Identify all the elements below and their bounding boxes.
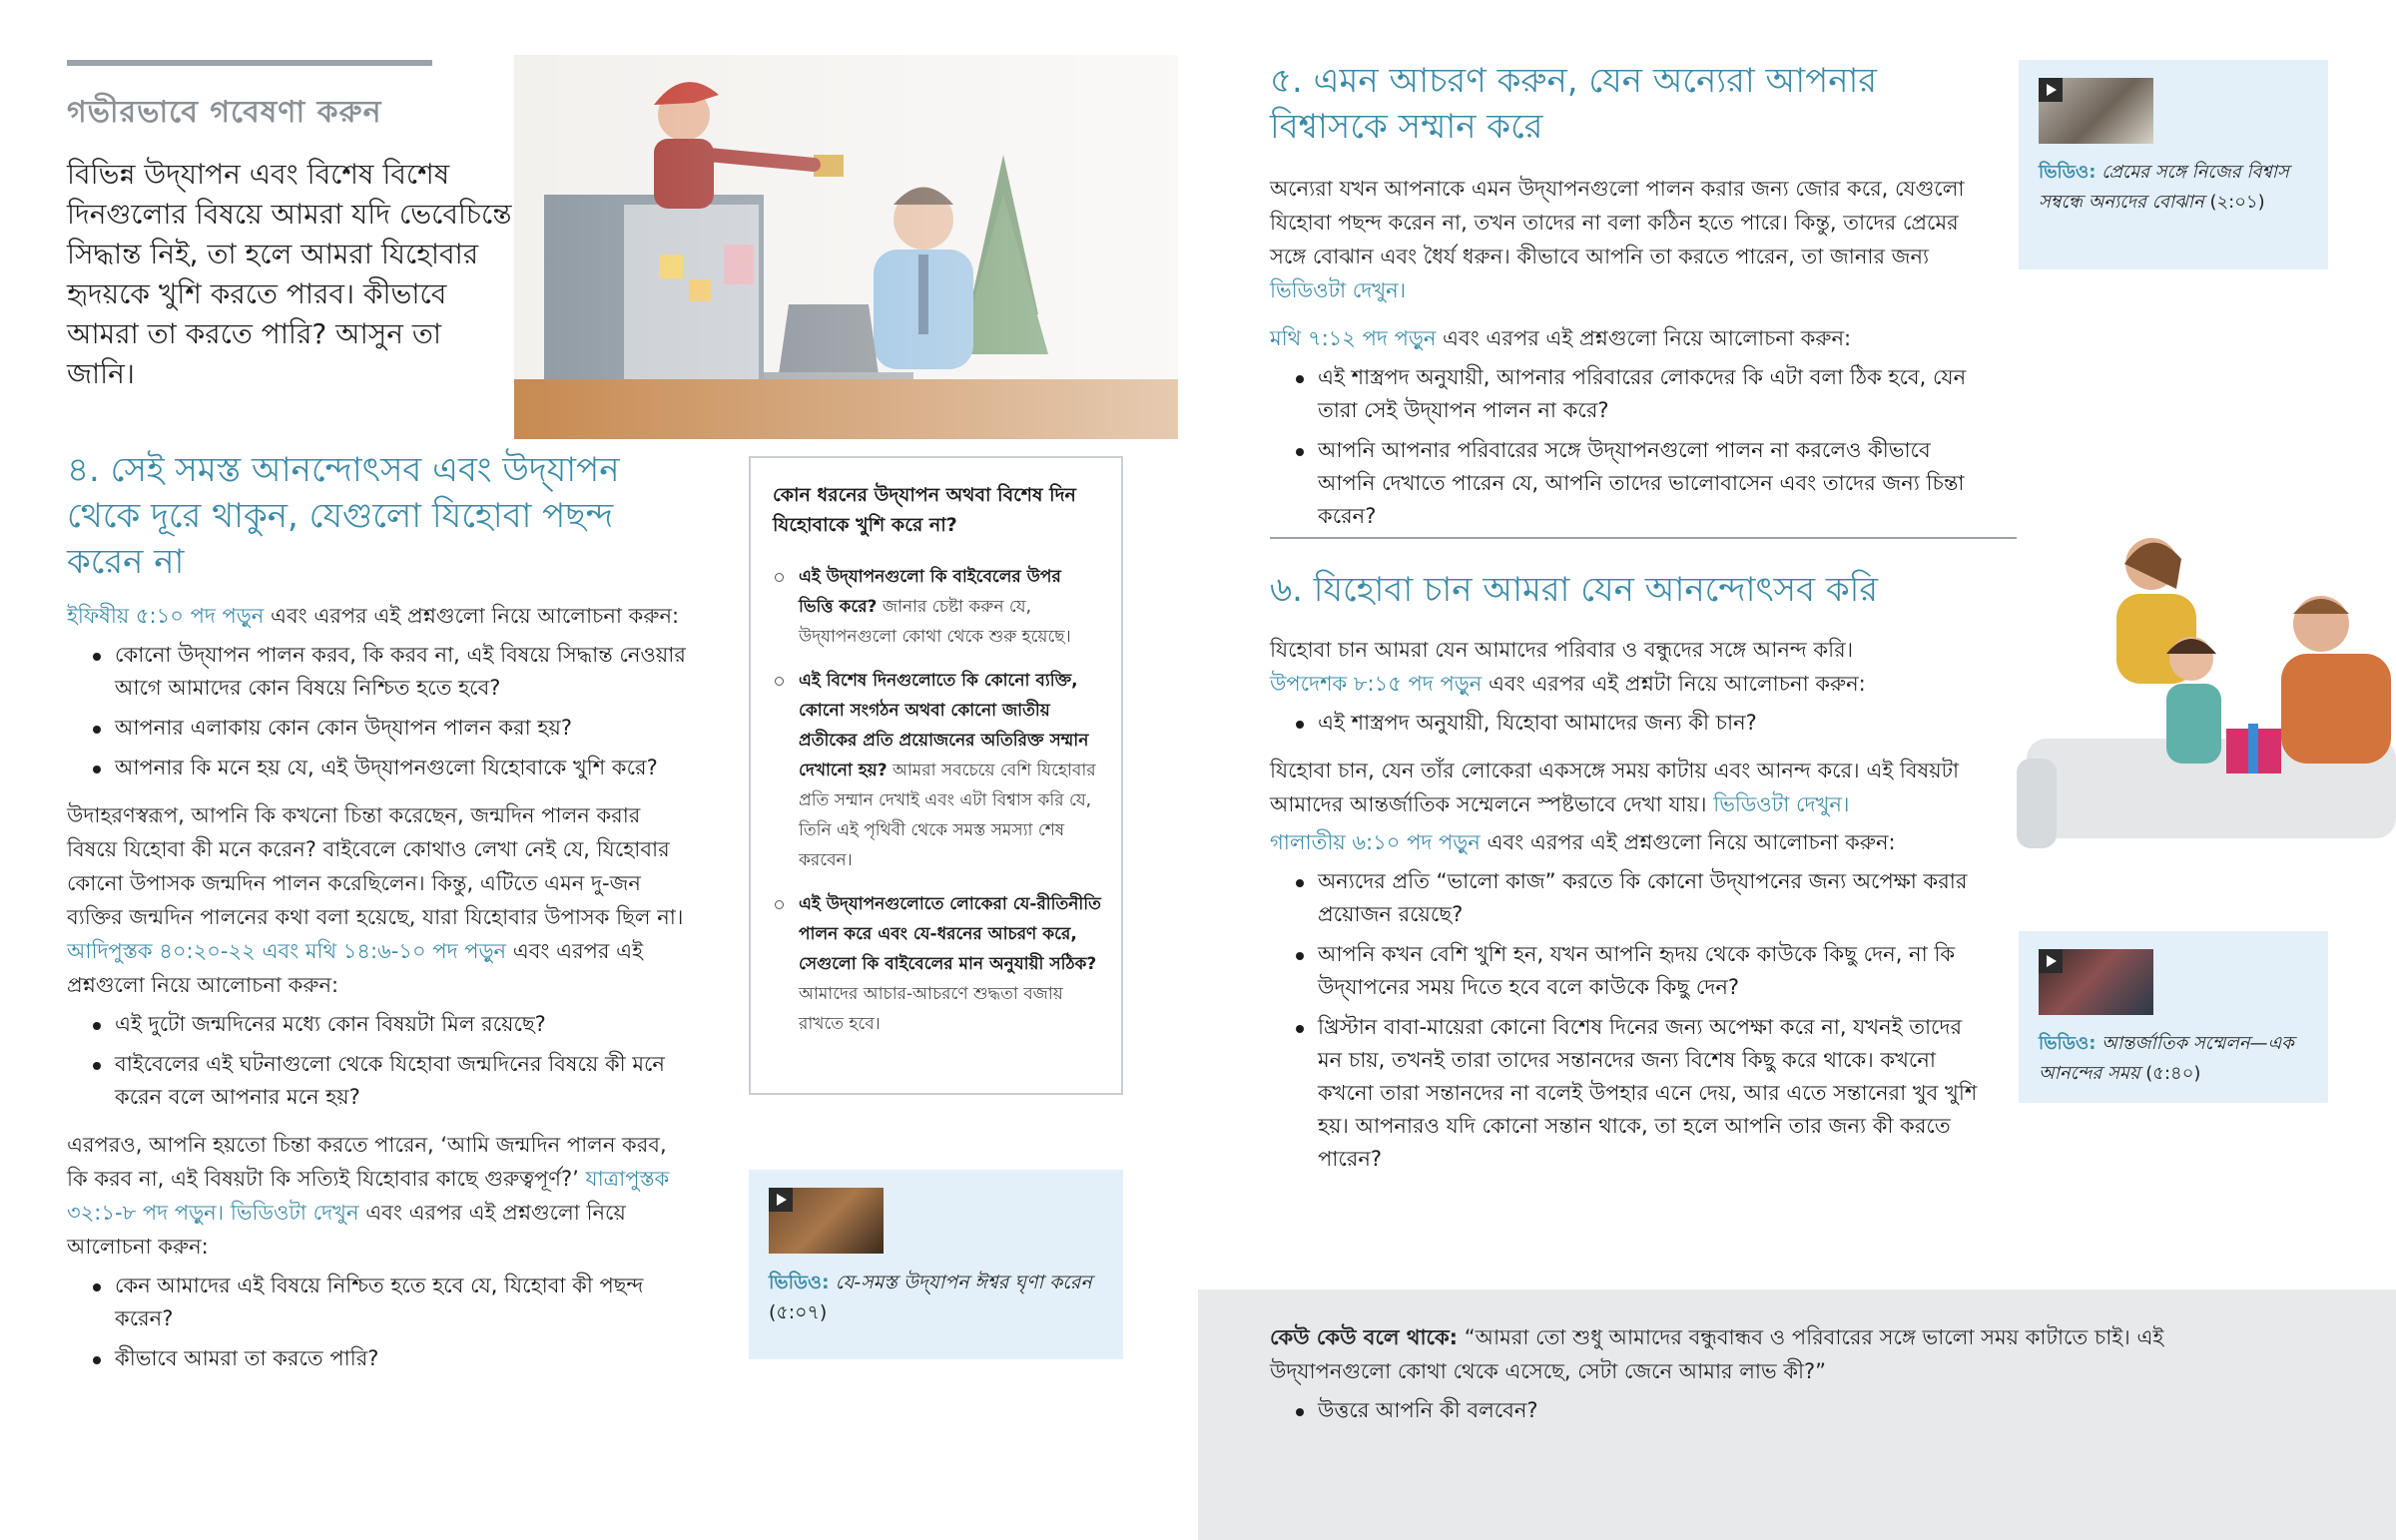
section-5-paragraph: অন্যেরা যখন আপনাকে এমন উদ্‌যাপনগুলো পালন করার জন্য জোর করে, যেগুলো যিহোবা পছন্দ করেন না, তখন তাদের না বলা কঠিন হতে পারে। কিন্তু, তাদের প্রেমের সঙ্গে বোঝান এবং ধৈর্য ধরুন। কীভাবে আপনি তা করতে পারেন, তা জানার জন্য ভিডিওটা দেখুন।	[1270, 177, 1965, 302]
genesis-matthew-link[interactable]: আদিপুস্তক ৪০:২০-২২ এবং মথি ১৪:৬-১০ পদ পড়ুন	[67, 939, 507, 963]
section-5	[1270, 58, 1989, 540]
list-item: বাইবেলের এই ঘটনাগুলো থেকে যিহোবা জন্মদিনের বিষয়ে কী মনে করেন বলে আপনার মনে হয়?	[115, 1048, 686, 1114]
list-item: এই দুটো জন্মদিনের মধ্যে কোন বিষয়টা মিল রয়েছে?	[115, 1008, 686, 1041]
list-item: আপনি কখন বেশি খুশি হন, যখন আপনি হৃদয় থেকে কাউকে কিছু দেন, না কি উদ্‌যাপনের সময় দিতে হবে বলে কাউকে কিছু দেন?	[1318, 938, 1989, 1004]
some-say-quote: কেউ কেউ বলে থাকে: “আমরা তো শুধু আমাদের বন্ধুবান্ধব ও পরিবারের সঙ্গে ভালো সময় কাটাতে চাই। এই উদ্‌যাপনগুলো কোথা থেকে এসেছে, সেটা জেনে আমার লাভ কী?”	[1270, 1325, 2164, 1383]
list-item: উত্তরে আপনি কী বলবেন?	[1318, 1394, 2268, 1427]
list-item: আপনার কি মনে হয় যে, এই উদ্‌যাপনগুলো যিহোবাকে খুশি করে?	[115, 752, 686, 784]
some-say-content	[1270, 1320, 2268, 1434]
section-6-title: ৬. যিহোবা চান আমরা যেন আনন্দোৎসব করি	[1270, 570, 1879, 610]
section-6-paragraph-2: যিহোবা চান, যেন তাঁর লোকেরা একসঙ্গে সময় কাটায় এবং আনন্দ করে। এই বিষয়টা আমাদের আন্তর্জাতিক সম্মেলনে স্পষ্টভাবে দেখা যায়। ভিডিওটা দেখুন।	[1270, 759, 1960, 816]
video-card-explain-beliefs[interactable]	[2019, 60, 2328, 269]
watch-video-link[interactable]: ভিডিওটা দেখুন	[230, 1201, 359, 1225]
play-icon[interactable]	[2039, 949, 2063, 973]
section-4-title: ৪. সেই সমস্ত আনন্দোৎসব এবং উদ্‌যাপন থেকে দূরে থাকুন, যেগুলো যিহোবা পছন্দ করেন না	[67, 450, 620, 582]
list-item: কেন আমাদের এই বিষয়ে নিশ্চিত হতে হবে যে, যিহোবা কী পছন্দ করেন?	[115, 1270, 686, 1335]
list-item: এই উদ্‌যাপনগুলো কি বাইবেলের উপর ভিত্তি করে? জানার চেষ্টা করুন যে, উদ্‌যাপনগুলো কোথা থেকে শুরু হয়েছে।	[799, 562, 1101, 652]
section-6-question	[1270, 707, 1989, 740]
list-item: এই শাস্ত্রপদ অনুযায়ী, যিহোবা আমাদের জন্য কী চান?	[1318, 707, 1989, 740]
list-item: আপনি আপনার পরিবারের সঙ্গে উদ্‌যাপনগুলো পালন না করলেও কীভাবে আপনি দেখাতে পারেন যে, আপনি তাদের ভালোবাসেন এবং তাদের জন্য চিন্তা করেন?	[1318, 434, 1989, 533]
section-6-questions	[1270, 865, 1989, 1176]
watch-video-link[interactable]: ভিডিওটা দেখুন।	[1270, 278, 1407, 302]
kicker-rule	[67, 60, 432, 66]
section-kicker: গভীরভাবে গবেষণা করুন	[67, 95, 382, 130]
section-6	[1270, 567, 1989, 1183]
office-gift-illustration	[514, 55, 1178, 439]
video-thumbnail[interactable]	[769, 1188, 884, 1254]
play-icon[interactable]	[2039, 78, 2063, 102]
birthday-questions	[67, 1008, 686, 1114]
birthday-paragraph: উদাহরণস্বরূপ, আপনি কি কখনো চিন্তা করেছেন, জন্মদিন পালন করার বিষয়ে যিহোবা কী মনে করেন? বাইবেলে কোথাও লেখা নেই যে, যিহোবার কোনো উপাসক জন্মদিন পালন করেছিলেন। কিন্তু, এটিতে এমন দু-জন ব্যক্তির জন্মদিন পালনের কথা বলা হয়েছে, যারা যিহোবার উপাসক ছিল না। আদিপুস্তক ৪০:২০-২২ এবং মথি ১৪:৬-১০ পদ পড়ুন এবং এরপর এই প্রশ্নগুলো নিয়ে আলোচনা করুন:	[67, 803, 684, 997]
exodus-questions	[67, 1270, 686, 1375]
ecclesiastes-8-15-link[interactable]: উপদেশক ৮:১৫ পদ পড়ুন	[1270, 672, 1483, 696]
section-4-questions	[67, 639, 686, 784]
section-5-questions	[1270, 361, 1989, 533]
list-item: কীভাবে আমরা তা করতে পারি?	[115, 1342, 686, 1375]
section-4	[67, 447, 686, 1382]
list-item: কোনো উদ্‌যাপন পালন করব, কি করব না, এই বিষয়ে সিদ্ধান্ত নেওয়ার আগে আমাদের কোন বিষয়ে নিশ্চিত হতে হবে?	[115, 639, 686, 705]
section-6-paragraph-1: যিহোবা চান আমরা যেন আমাদের পরিবার ও বন্ধুদের সঙ্গে আনন্দ করি।	[1270, 638, 1854, 662]
galatians-6-10-link[interactable]: গালাতীয় ৬:১০ পদ পড়ুন	[1270, 830, 1481, 854]
section-6-read-line-2: গালাতীয় ৬:১০ পদ পড়ুন এবং এরপর এই প্রশ্নগুলো নিয়ে আলোচনা করুন:	[1270, 830, 1896, 854]
section-5-title: ৫. এমন আচরণ করুন, যেন অন্যেরা আপনার বিশ্বাসকে সম্মান করে	[1270, 61, 1878, 147]
video-caption: ভিডিও: আন্তর্জাতিক সম্মেলন—এক আনন্দের সময় (৫:৪০)	[2039, 1033, 2294, 1084]
video-card-celebrations[interactable]	[749, 1170, 1123, 1359]
criteria-list	[773, 562, 1101, 1039]
video-card-convention[interactable]	[2019, 931, 2328, 1103]
matthew-7-12-link[interactable]: মথি ৭:১২ পদ পড়ুন	[1270, 326, 1437, 350]
exodus-32-link[interactable]: যাত্রাপুস্তক ৩২:১-৮ পদ পড়ুন।	[67, 1167, 670, 1225]
video-thumbnail[interactable]	[2039, 78, 2153, 144]
section-4-read-line: ইফিষীয় ৫:১০ পদ পড়ুন এবং এরপর এই প্রশ্নগুলো নিয়ে আলোচনা করুন:	[67, 604, 680, 628]
list-item: আপনার এলাকায় কোন কোন উদ্‌যাপন পালন করা হয়?	[115, 712, 686, 745]
video-thumbnail[interactable]	[2039, 949, 2153, 1015]
section-divider	[1270, 537, 2112, 539]
some-say-question	[1270, 1394, 2268, 1427]
ephesians-5-10-link[interactable]: ইফিষীয় ৫:১০ পদ পড়ুন	[67, 604, 265, 628]
list-item: এই শাস্ত্রপদ অনুযায়ী, আপনার পরিবারের লোকদের কি এটা বলা ঠিক হবে, যেন তারা সেই উদ্‌যাপন পালন না করে?	[1318, 361, 1989, 427]
section-6-read-line-1: উপদেশক ৮:১৫ পদ পড়ুন এবং এরপর এই প্রশ্নটা নিয়ে আলোচনা করুন:	[1270, 672, 1866, 696]
list-item: এই উদ্‌যাপনগুলোতে লোকেরা যে-রীতিনীতি পালন করে এবং যে-ধরনের আচরণ করে, সেগুলো কি বাইবেলের মান অনুযায়ী সঠিক? আমাদের আচার-আচরণে শুদ্ধতা বজায় রাখতে হবে।	[799, 889, 1101, 1039]
video-caption: ভিডিও: প্রেমের সঙ্গে নিজের বিশ্বাস সম্বন্ধে অন্যদের বোঝান (২:০১)	[2039, 162, 2289, 213]
exodus-paragraph: এরপরও, আপনি হয়তো চিন্তা করতে পারেন, ‘আমি জন্মদিন পালন করব, কি করব না, এই বিষয়টা কি সত্যিই যিহোবার কাছে গুরুত্বপূর্ণ?’ যাত্রাপুস্তক ৩২:১-৮ পদ পড়ুন। ভিডিওটা দেখুন এবং এরপর এই প্রশ্নগুলো নিয়ে আলোচনা করুন:	[67, 1133, 670, 1259]
box-question: কোন ধরনের উদ্‌যাপন অথবা বিশেষ দিন যিহোবাকে খুশি করে না?	[773, 484, 1076, 536]
list-item: খ্রিস্টান বাবা-মায়েরা কোনো বিশেষ দিনের জন্য অপেক্ষা করে না, যখনই তাদের মন চায়, তখনই তারা তাদের সন্তানদের জন্য বিশেষ কিছু করে থাকে। কখনো কখনো তারা সন্তানদের না বলেই উপহার এনে দেয়, আর এতে সন্তানেরা খুব খুশি হয়। আপনারও যদি কোনো সন্তান থাকে, তা হলে আপনি তার জন্য কী করতে পারেন?	[1318, 1011, 1989, 1176]
intro-paragraph: বিভিন্ন উদ্‌যাপন এবং বিশেষ বিশেষ দিনগুলোর বিষয়ে আমরা যদি ভেবেচিন্তে সিদ্ধান্ত নিই, তা হলে আমরা যিহোবার হৃদয়কে খুশি করতে পারব। কীভাবে আমরা তা করতে পারি? আসুন তা জানি।	[67, 158, 512, 390]
section-5-read-line: মথি ৭:১২ পদ পড়ুন এবং এরপর এই প্রশ্নগুলো নিয়ে আলোচনা করুন:	[1270, 326, 1852, 350]
family-gift-illustration	[2017, 519, 2396, 873]
list-item: অন্যদের প্রতি “ভালো কাজ” করতে কি কোনো উদ্‌যাপনের জন্য অপেক্ষা করার প্রয়োজন রয়েছে?	[1318, 865, 1989, 931]
video-caption: ভিডিও: যে-সমস্ত উদ্‌যাপন ঈশ্বর ঘৃণা করেন (৫:০৭)	[769, 1272, 1092, 1323]
celebration-criteria-box	[749, 456, 1123, 1095]
watch-video-link[interactable]: ভিডিওটা দেখুন।	[1713, 792, 1850, 816]
play-icon[interactable]	[769, 1188, 793, 1212]
list-item: এই বিশেষ দিনগুলোতে কি কোনো ব্যক্তি, কোনো সংগঠন অথবা কোনো জাতীয় প্রতীকের প্রতি প্রয়োজনের অতিরিক্ত সম্মান দেখানো হয়? আমরা সবচেয়ে বেশি যিহোবার প্রতি সম্মান দেখাই এবং এটা বিশ্বাস করি যে, তিনি এই পৃথিবী থেকে সমস্ত সমস্যা শেষ করবেন।	[799, 666, 1101, 875]
